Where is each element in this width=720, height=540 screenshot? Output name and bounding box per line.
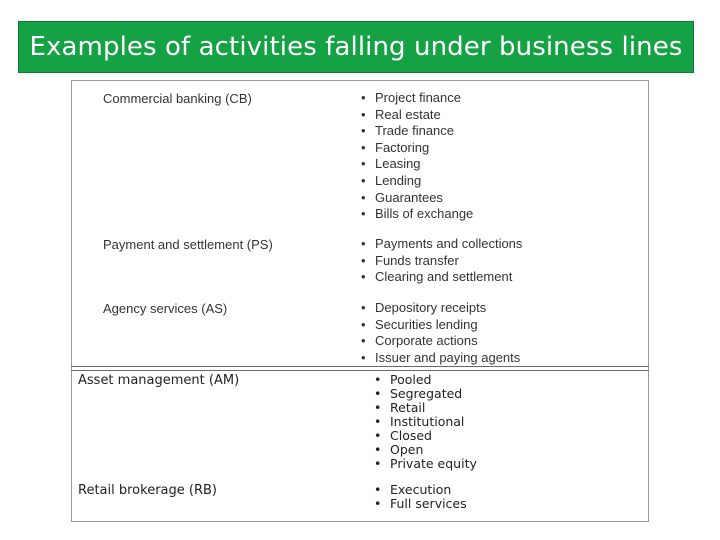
activity-list [374, 373, 477, 471]
activity-label: Execution [390, 482, 452, 497]
activity-label: Factoring [375, 139, 430, 155]
activity-label: Securities lending [375, 316, 478, 332]
bullet-icon: • [361, 139, 366, 155]
list-item [361, 206, 473, 223]
bullet-icon: • [361, 269, 366, 285]
list-item [361, 253, 522, 270]
bullet-icon: • [361, 316, 366, 332]
list-item [361, 140, 473, 157]
activity-label: Institutional [390, 414, 465, 429]
list-item [374, 483, 467, 497]
bullet-icon: • [361, 349, 366, 365]
activity-label: Trade finance [375, 123, 455, 139]
bullet-icon: • [361, 300, 366, 315]
bullet-icon: • [374, 428, 382, 443]
list-item [361, 107, 473, 124]
slide-title-bar [18, 21, 694, 73]
activity-label: Open [390, 442, 424, 457]
list-item [374, 415, 477, 429]
activity-label: Payments and collections [375, 236, 523, 251]
list-item [374, 401, 477, 415]
bullet-icon: • [361, 333, 366, 349]
activity-label: Project finance [375, 90, 461, 105]
activity-label: Real estate [375, 106, 441, 122]
table-divider-top [71, 366, 649, 367]
bullet-icon: • [374, 400, 382, 415]
table-divider-bottom [71, 370, 649, 371]
bullet-icon: • [374, 496, 382, 511]
bullet-icon: • [374, 442, 382, 457]
list-item [374, 497, 467, 511]
bullet-icon: • [361, 252, 366, 268]
business-line-label: Agency services (AS) [103, 301, 228, 316]
list-item [361, 90, 473, 107]
list-item [361, 350, 520, 367]
activity-label: Funds transfer [375, 252, 459, 268]
activity-label: Closed [390, 428, 432, 443]
list-item [361, 190, 473, 207]
slide-title: Examples of activities falling under business lines [29, 32, 683, 62]
activity-list [361, 236, 522, 286]
activity-label: Retail [390, 400, 426, 415]
bullet-icon: • [361, 189, 366, 205]
bullet-icon: • [361, 106, 366, 122]
list-item [361, 269, 522, 286]
activity-list [361, 300, 520, 366]
list-item [361, 236, 522, 253]
list-item [361, 333, 520, 350]
list-item [361, 156, 473, 173]
list-item [361, 123, 473, 140]
activity-label: Full services [390, 496, 467, 511]
bullet-icon: • [374, 456, 382, 471]
activity-label: Clearing and settlement [375, 269, 513, 285]
activity-label: Depository receipts [375, 300, 487, 315]
list-item [361, 173, 473, 190]
bullet-icon: • [361, 156, 366, 172]
list-item [374, 457, 477, 471]
bullet-icon: • [374, 414, 382, 429]
activity-label: Pooled [390, 372, 432, 387]
bullet-icon: • [361, 172, 366, 188]
business-line-label: Commercial banking (CB) [103, 91, 252, 106]
bullet-icon: • [374, 372, 382, 387]
activity-label: Corporate actions [375, 333, 478, 349]
list-item [374, 373, 477, 387]
list-item [361, 300, 520, 317]
bullet-icon: • [361, 206, 366, 222]
activity-list [374, 483, 467, 511]
bullet-icon: • [374, 386, 382, 401]
list-item [374, 429, 477, 443]
business-line-label: Payment and settlement (PS) [103, 237, 273, 252]
list-item [361, 317, 520, 334]
bullet-icon: • [374, 482, 382, 497]
business-line-label: Asset management (AM) [78, 373, 240, 388]
activity-label: Private equity [390, 456, 477, 471]
list-item [374, 387, 477, 401]
bullet-icon: • [361, 236, 366, 251]
list-item [374, 443, 477, 457]
activity-label: Issuer and paying agents [375, 349, 521, 365]
activity-label: Guarantees [375, 189, 443, 205]
bullet-icon: • [361, 123, 366, 139]
activity-list [361, 90, 473, 223]
bullet-icon: • [361, 90, 366, 105]
activity-label: Bills of exchange [375, 206, 474, 222]
activity-label: Leasing [375, 156, 421, 172]
activity-label: Lending [375, 172, 422, 188]
activity-label: Segregated [390, 386, 463, 401]
business-line-label: Retail brokerage (RB) [78, 483, 217, 498]
